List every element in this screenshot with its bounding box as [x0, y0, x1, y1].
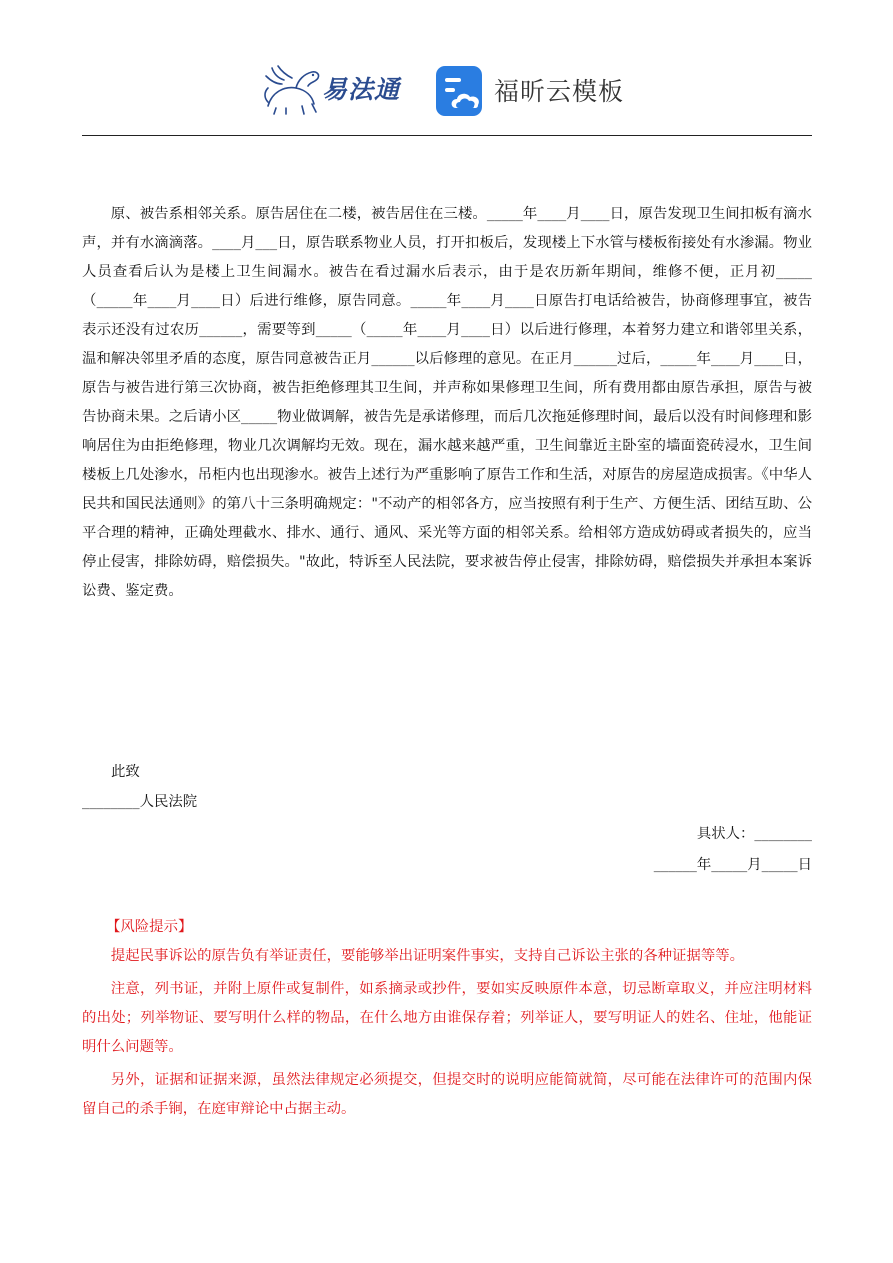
header-divider	[82, 135, 812, 136]
risk-notice	[82, 913, 812, 1124]
risk-paragraph: 另外，证据和证据来源，虽然法律规定必须提交，但提交时的说明应能简就简，尽可能在法律许可的范围内保留自己的杀手锏，在庭审辩论中占据主动。	[82, 1072, 812, 1117]
signer-line: 具状人：________	[696, 826, 812, 842]
complaint-body	[82, 200, 812, 606]
logo-fuxin-text: 福昕云模板	[494, 77, 625, 106]
page-header	[0, 0, 893, 136]
salute-text: 此致	[111, 764, 140, 780]
court-addressee: ________人民法院	[82, 794, 198, 810]
complaint-paragraph: 原、被告系相邻关系。原告居住在二楼，被告居住在三楼。_____年____月____日，原告发现卫生间扣板有滴水声，并有水滴滴落。____月___日，原告联系物业人员，打开扣板后，发现楼上下水管与楼板衔接处有水渗漏。物业人员查看后认为是楼上卫生间漏水。被告在看过漏水后表示，由于是农历新年期间，维修不便，正月初_____（_____年____月____日）后进行维修，原告同意。_____年____月____日原告打电话给被告，协商修理事宜，被告表示还没有过农历______，需要等到_____（_____年____月____日）以后进行修理，本着努力建立和谐邻里关系，温和解决邻里矛盾的态度，原告同意被告正月______以后修理的意见。在正月______过后，_____年____月____日，原告与被告进行第三次协商，被告拒绝修理其卫生间，并声称如果修理卫生间，所有费用都由原告承担，原告与被告协商未果。之后请小区_____物业做调解，被告先是承诺修理，而后几次拖延修理时间，最后以没有时间修理和影响居住为由拒绝修理，物业几次调解均无效。现在，漏水越来越严重，卫生间靠近主卧室的墙面瓷砖浸水，卫生间楼板上几处渗水，吊柜内也出现渗水。被告上述行为严重影响了原告工作和生活，对原告的房屋造成损害。《中华人民共和国民法通则》的第八十三条明确规定："不动产的相邻各方，应当按照有利于生产、方便生活、团结互助、公平合理的精神，正确处理截水、排水、通行、通风、采光等方面的相邻关系。给相邻方造成妨碍或者损失的，应当停止侵害，排除妨碍，赔偿损失。"故此，特诉至人民法院，要求被告停止侵害，排除妨碍，赔偿损失并承担本案诉讼费、鉴定费。	[82, 206, 812, 599]
risk-title: 【风险提示】	[106, 919, 193, 935]
logo-yifatong-text: 易法通	[322, 75, 401, 104]
risk-paragraph: 提起民事诉讼的原告负有举证责任，要能够举出证明案件事实，支持自己诉讼主张的各种证据等等。	[110, 948, 744, 964]
risk-paragraph: 注意，列书证，并附上原件或复制件，如系摘录或抄件，要如实反映原件本意，切忌断章取义，并应注明材料的出处；列举物证、要写明什么样的物品，在什么地方由谁保存着；列举证人，要写明证人的姓名、住址，他能证明什么问题等。	[82, 981, 812, 1055]
date-line: ______年_____月_____日	[653, 857, 812, 873]
